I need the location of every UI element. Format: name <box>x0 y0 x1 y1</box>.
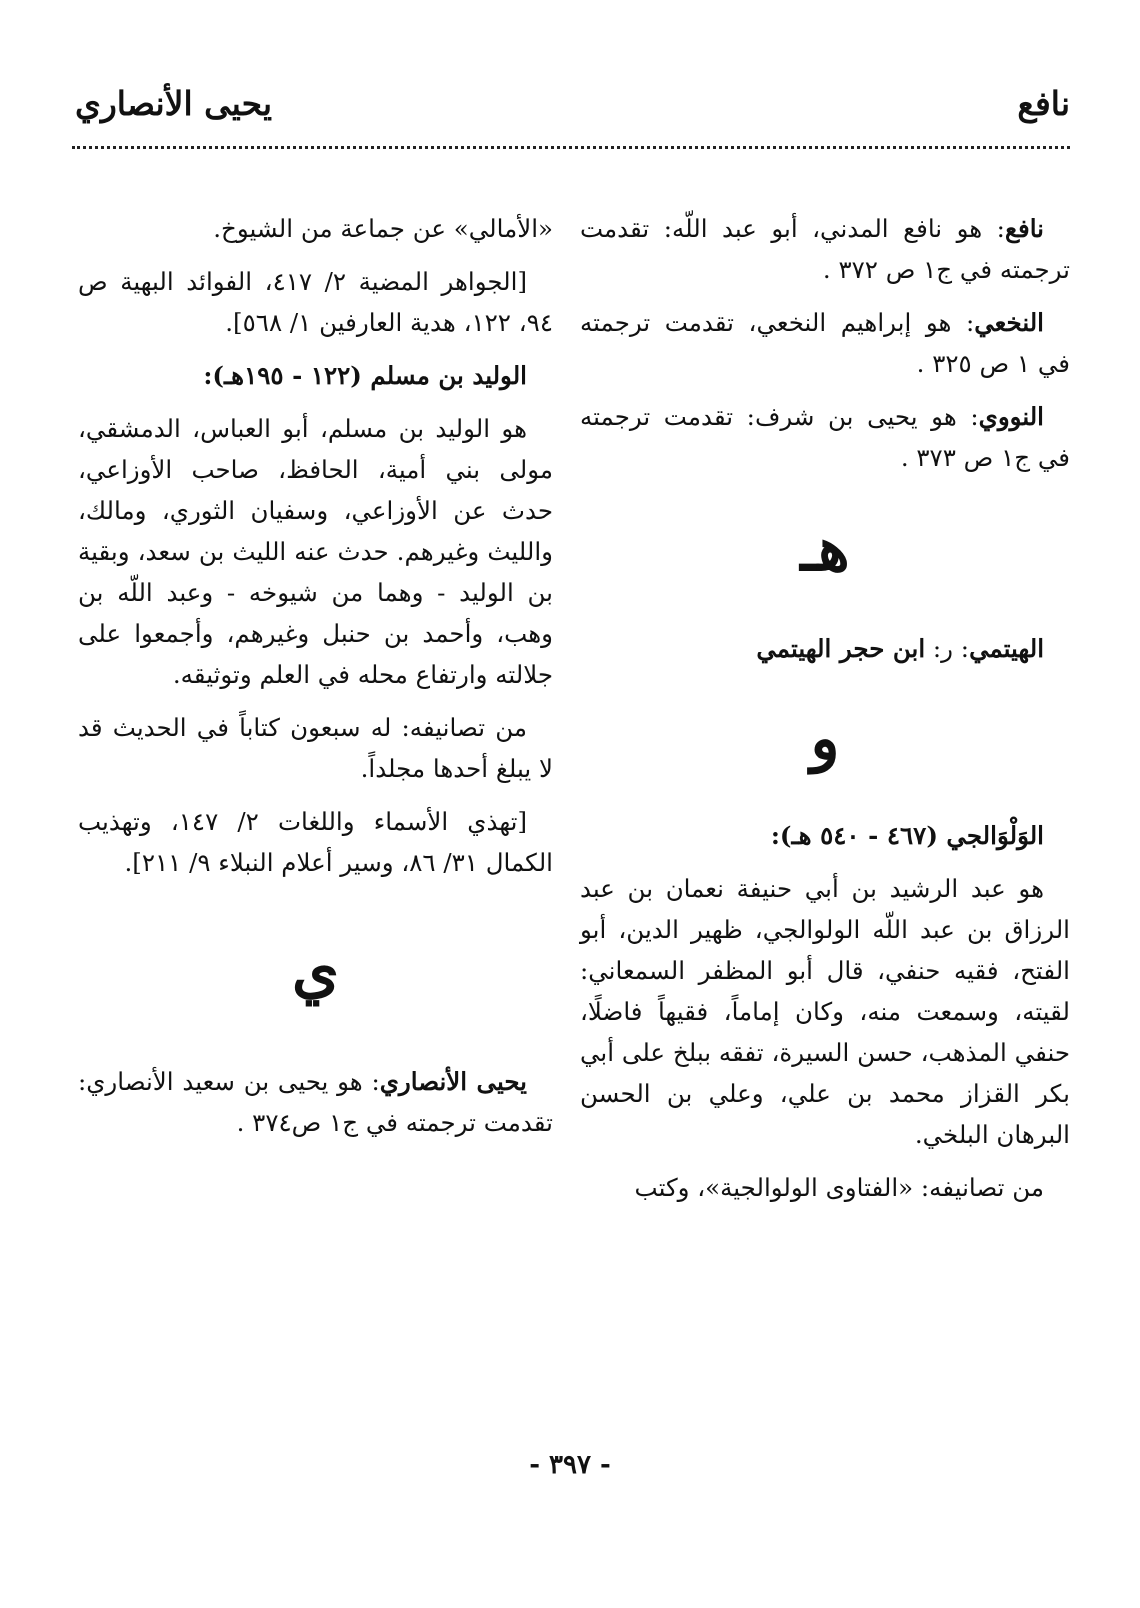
entry-nawawi <box>580 396 1070 478</box>
entry-text: : هو يحيى بن سعيد الأنصاري: تقدمت ترجمته في ج١ ص٣٧٤ . <box>78 1067 553 1137</box>
continued-works-walwaliji: «الأمالي» عن جماعة من الشيوخ. <box>213 214 553 243</box>
entry-yahya-ansari <box>78 1061 553 1143</box>
sources-walid: [تهذي الأسماء واللغات ٢/ ١٤٧، وتهذيب الكمال ٣١/ ٨٦، وسير أعلام النبلاء ٩/ ٢١١]. <box>78 807 553 877</box>
entry-text: : ر: <box>925 634 970 663</box>
entry-works-walwaliji: من تصانيفه: «الفتاوى الولوالجية»، وكتب <box>634 1173 1044 1202</box>
entry-term: نافع <box>1004 214 1044 243</box>
entry-text: : هو إبراهيم النخعي، تقدمت ترجمته في ١ ص ٣٢٥ . <box>580 308 1070 378</box>
cross-reference: ابن حجر الهيتمي <box>756 634 926 663</box>
entry-text: : هو نافع المدني، أبو عبد اللّه: تقدمت ترجمته في ج١ ص ٣٧٢ . <box>580 214 1070 284</box>
left-column <box>78 208 553 1155</box>
right-column <box>580 208 1070 1220</box>
page-number: - ٣٩٧ - <box>529 1450 611 1480</box>
entry-term: النخعي <box>974 308 1044 337</box>
entry-haytami <box>580 628 1070 669</box>
running-header <box>75 84 1070 146</box>
entry-bio-walwaliji: هو عبد الرشيد بن أبي حنيفة نعمان بن عبد الرزاق بن عبد اللّه الولوالجي، ظهير الدين، أبو الفتح، فقيه حنفي، قال أبو المظفر السمعاني: لقيته، وسمعت منه، وكان إماماً، فقيهاً فاضلًا، حنفي المذهب، حسن السيرة، تفقه ببلخ على أبي بكر القزاز محمد بن علي، وعلي بن الحسن البرهان البلخي. <box>580 874 1070 1149</box>
section-letter-ha: هـ <box>800 515 850 585</box>
entry-nakhai <box>580 302 1070 384</box>
entry-term: الهيتمي <box>969 634 1044 663</box>
entry-works-walid: من تصانيفه: له سبعون كتاباً في الحديث قد لا يبلغ أحدها مجلداً. <box>78 713 553 783</box>
section-letter-waw: و <box>810 704 840 774</box>
entry-bio-walid: هو الوليد بن مسلم، أبو العباس، الدمشقي، مولى بني أمية، الحافظ، صاحب الأوزاعي، حدث عن الأوزاعي، وسفيان الثوري، ومالك، والليث وغيرهم. حدث عنه الليث بن سعد، وبقية بن الوليد - وهما من شيوخه - وعبد اللّه بن وهب، وأحمد بن حنبل وغيرهم، وأجمعوا على جلالته وارتفاع محله في العلم وتوثيقه. <box>78 414 553 689</box>
entry-term: النووي <box>978 402 1044 431</box>
entry-heading-walwaliji: الوَلْوَالجي (٤٦٧ - ٥٤٠ هـ): <box>770 821 1044 850</box>
header-last-entry: يحيى الأنصاري <box>75 84 273 123</box>
header-dotted-rule <box>72 146 1070 149</box>
entry-text: : هو يحيى بن شرف: تقدمت ترجمته في ج١ ص ٣٧٣ . <box>580 402 1070 472</box>
sources-walwaliji: [الجواهر المضية ٢/ ٤١٧، الفوائد البهية ص ٩٤، ١٢٢، هدية العارفين ١/ ٥٦٨]. <box>78 267 553 337</box>
entry-nafi <box>580 208 1070 290</box>
section-letter-ya: ي <box>292 936 339 1006</box>
entry-term: يحيى الأنصاري <box>379 1067 528 1096</box>
header-first-entry: نافع <box>1017 84 1070 123</box>
entry-heading-walid: الوليد بن مسلم (١٢٢ - ١٩٥هـ): <box>203 361 527 390</box>
